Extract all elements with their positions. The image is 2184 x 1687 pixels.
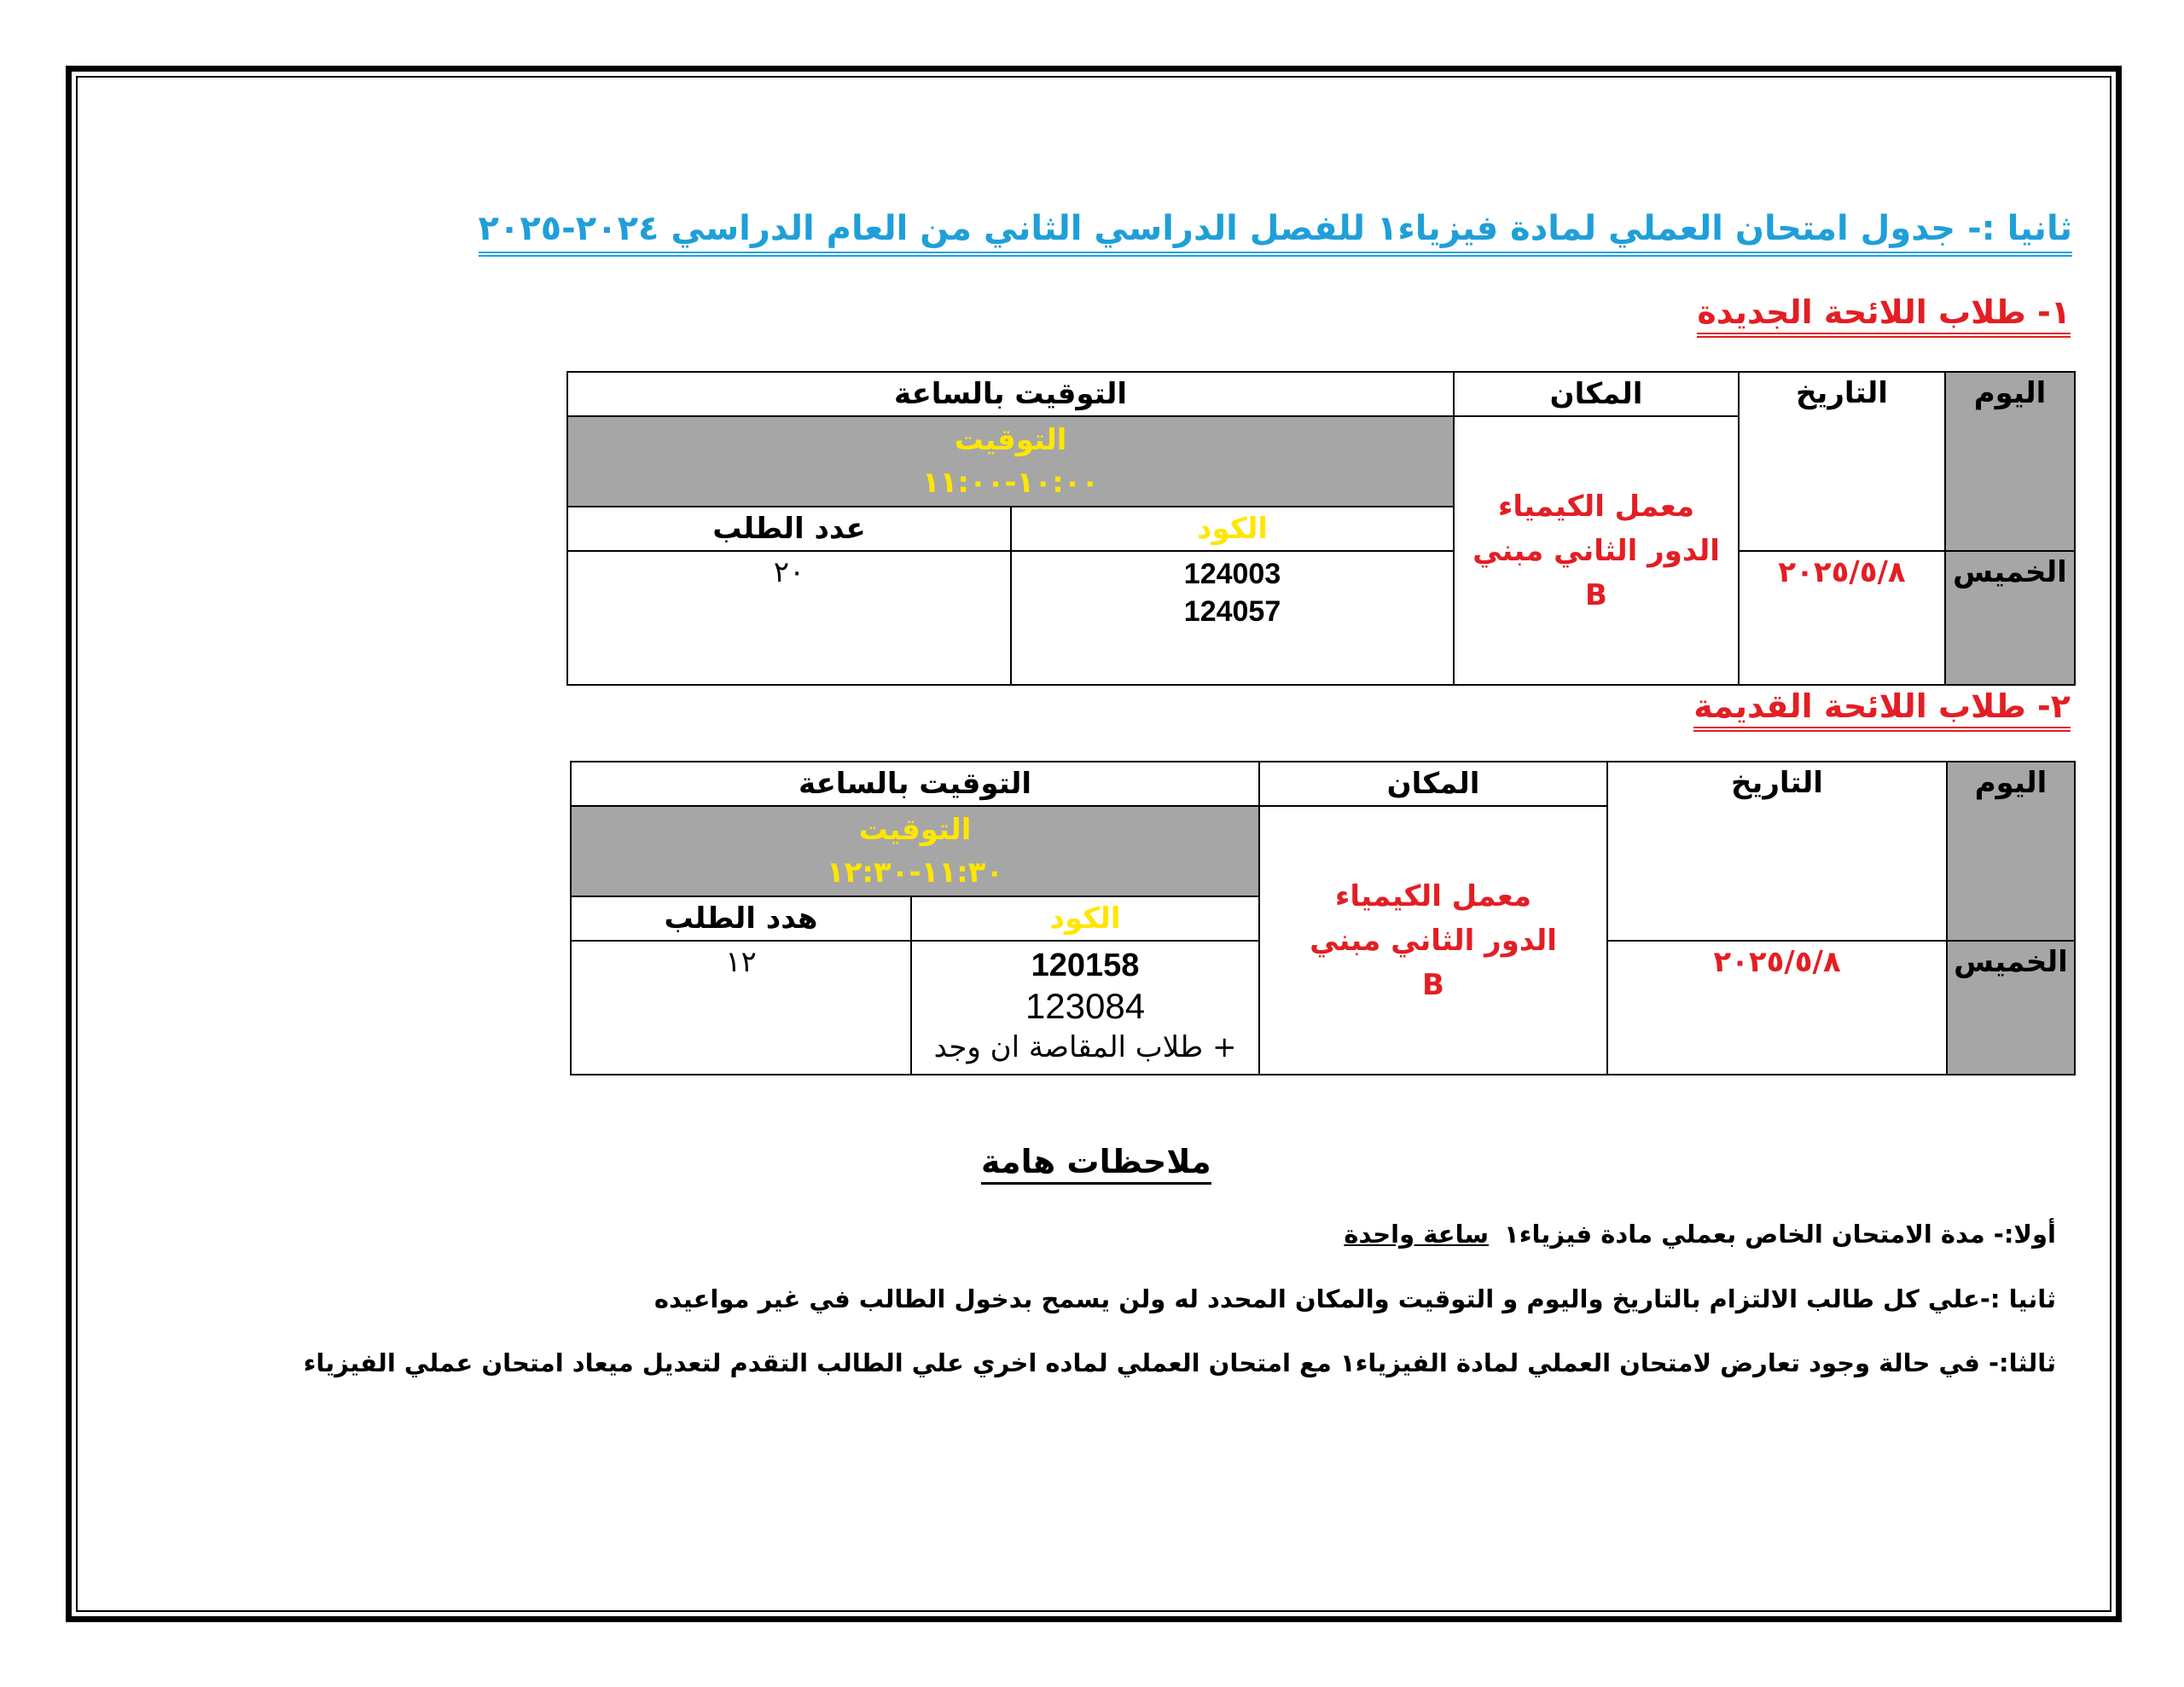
section-new-heading: ١- طلاب اللائحة الجديدة — [1697, 293, 2071, 338]
place-line2: الدور الثاني مبني — [1310, 923, 1557, 958]
code-item: 124003 — [1183, 558, 1281, 590]
day-cell: الخميس — [1947, 941, 2075, 1075]
header-date: التاريخ — [1607, 762, 1947, 941]
timing-label: التوقيت — [858, 813, 972, 847]
place-line2: الدور الثاني مبني — [1472, 533, 1720, 568]
note-1-emphasis: ساعة واحدة — [1344, 1220, 1489, 1249]
place-line1: معمل الكيمياء — [1334, 878, 1532, 913]
header-date: التاريخ — [1739, 372, 1945, 551]
count-header: عدد الطلب — [567, 507, 1011, 551]
date-cell: ٢٠٢٥/٥/٨ — [1739, 551, 1945, 685]
timing-cell — [567, 416, 1454, 507]
note-1-text: أولا:- مدة الامتحان الخاص بعملي مادة فيزياء١ — [1504, 1220, 2056, 1249]
place-cell — [1454, 416, 1739, 685]
header-day: اليوم — [1945, 372, 2075, 551]
timing-value: ١٠:٠٠-١١:٠٠ — [921, 466, 1100, 500]
header-timing: التوقيت بالساعة — [567, 372, 1454, 416]
code-header: الكود — [911, 896, 1259, 941]
code-header: الكود — [1011, 507, 1454, 551]
place-line3: B — [1422, 967, 1444, 1002]
date-cell: ٢٠٢٥/٥/٨ — [1607, 941, 1947, 1075]
place-line1: معمل الكيمياء — [1497, 489, 1695, 524]
schedule-table-new — [566, 371, 2076, 686]
code-item: 120158 — [1031, 948, 1140, 983]
note-3: ثالثا:- في حالة وجود تعارض لامتحان العملي لمادة الفيزياء١ مع امتحان العملي لماده اخري علي الطالب التقدم لتعديل ميعاد امتحان عملي الفيزياء — [303, 1348, 2056, 1377]
code-item: 124057 — [1183, 595, 1281, 628]
header-place: المكان — [1454, 372, 1739, 416]
note-1 — [1344, 1220, 2056, 1249]
notes-heading: ملاحظات هامة — [981, 1143, 1211, 1185]
header-day: اليوم — [1947, 762, 2075, 941]
timing-cell — [571, 806, 1259, 896]
page-title: ثانيا :- جدول امتحان العملي لمادة فيزياء١ للفصل الدراسي الثاني من العام الدراسي ٢٠٢٤-٢٠٢٥ — [479, 209, 2072, 257]
note-2: ثانيا :-علي كل طالب الالتزام بالتاريخ واليوم و التوقيت والمكان المحدد له ولن يسمح بدخول الطالب في غير مواعيده — [653, 1284, 2056, 1313]
clearing-students-note: + طلاب المقاصة ان وجد — [933, 1030, 1237, 1064]
codes-cell — [1011, 551, 1454, 685]
timing-label: التوقيت — [954, 423, 1067, 457]
header-timing: التوقيت بالساعة — [571, 762, 1259, 806]
place-line3: B — [1585, 577, 1607, 612]
count-header: هدد الطلب — [571, 896, 911, 941]
header-place: المكان — [1259, 762, 1607, 806]
count-cell: ١٢ — [571, 941, 911, 1075]
schedule-table-old — [570, 761, 2076, 1075]
day-cell: الخميس — [1945, 551, 2075, 685]
place-cell — [1259, 806, 1607, 1075]
timing-value: ١١:٣٠-١٢:٣٠ — [826, 855, 1004, 890]
section-old-heading: ٢- طلاب اللائحة القديمة — [1693, 687, 2071, 732]
code-item: 123084 — [1025, 986, 1146, 1026]
codes-cell — [911, 941, 1259, 1075]
count-cell: ٢٠ — [567, 551, 1011, 685]
